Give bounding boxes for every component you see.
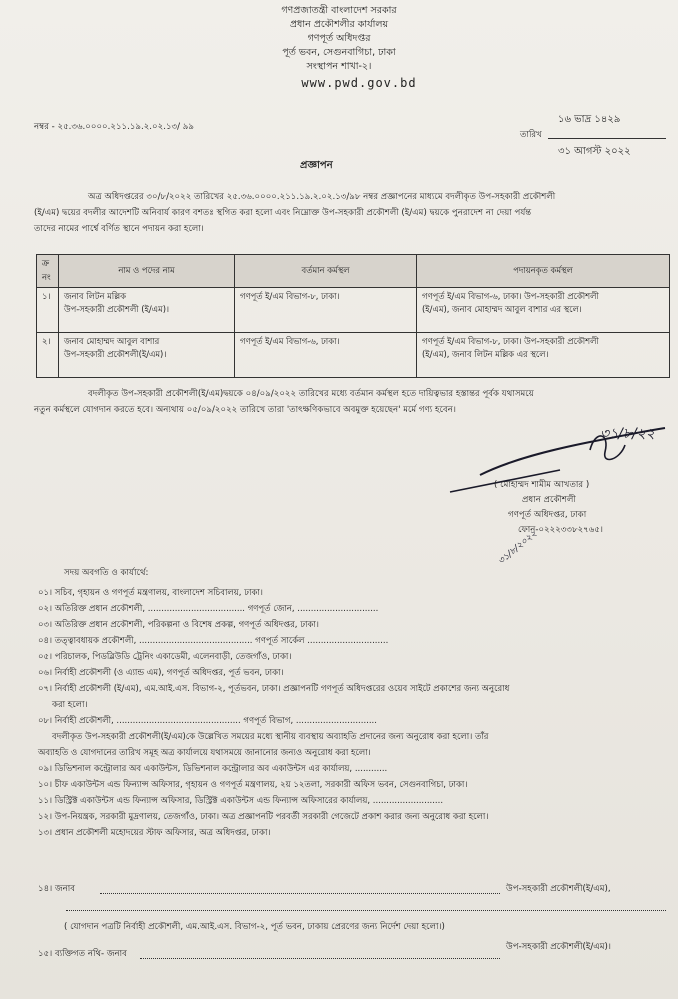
signatory-phone: ফোন-০২২২৩৩৮২৭৬৫।: [518, 525, 604, 535]
date-label: তারিখ: [520, 130, 542, 140]
list-item: ১৩। প্রধান প্রকৌশলী মহোদয়ের স্টাফ অফিসার, অত্র অধিদপ্তর, ঢাকা।: [38, 828, 271, 838]
header-section: সংস্থাপন শাখা-২।: [306, 61, 372, 72]
intro-line-1: অত্র অধিদপ্তরের ৩০/৮/২০২২ তারিখের ২৫.৩৬.০০০০.২১১.১৯.২.০২.১৩/৯৮ নম্বর প্রজ্ঞাপনের মাধ্যমে বদলীকৃত উপ-সহকারী প্রকৌশলী: [88, 192, 556, 202]
date-divider: [548, 138, 666, 139]
row-name: [59, 333, 235, 378]
item-15-blank: [140, 958, 500, 959]
item-15-prefix: ১৫। ব্যক্তিগত নথি- জনাব: [38, 949, 127, 959]
list-item: ১০। চীফ একাউন্টস এন্ড ফিন্যান্স অফিসার, গৃহায়ন ও গণপূর্ত মন্ত্রণালয়, ২য় ১২তলা, সরকারী অফিস ভবন, সেগুনবাগিচা, ঢাকা।: [38, 780, 468, 790]
col-header-name: নাম ও পদের নাম: [59, 255, 235, 288]
row-posted-line-2: (ই/এম), জনাব লিটন মল্লিক এর স্থলে।: [422, 349, 549, 359]
row-posted: [417, 288, 670, 333]
instruction-line-1: বদলীকৃত উপ-সহকারী প্রকৌশলী(ই/এম)দ্বয়কে ০৪/০৯/২০২২ তারিখের মধ্যে বর্তমান কর্মস্থল হতে দায়িত্বভার হস্তান্তর পূর্বক যথাসময়ে: [88, 389, 534, 399]
initial-date-mark: ৩১/৮/২০২২: [496, 528, 540, 567]
col-header-posted: পদায়নকৃত কর্মস্থল: [417, 255, 670, 288]
header-address: পূর্ত ভবন, সেগুনবাগিচা, ঢাকা: [282, 47, 396, 58]
row-posted-line-1: গণপূর্ত ই/এম বিভাগ-৬, ঢাকা। উপ-সহকারী প্রকৌশলী: [422, 291, 599, 301]
date-bangla: ১৬ ভাদ্র ১৪২৯: [558, 114, 621, 125]
date-english: ৩১ আগস্ট ২০২২: [558, 146, 631, 157]
header-department: গণপূর্ত অধিদপ্তর: [307, 33, 371, 44]
transfer-table: [36, 254, 670, 378]
distribution-heading: সদয় অবগতি ও কার্যার্থে:: [64, 568, 149, 578]
item-14-blank-2: [66, 910, 666, 911]
row-name: [59, 288, 235, 333]
list-item: ০২। অতিরিক্ত প্রধান প্রকৌশলী, .................................... গণপূর্ত জোন, ..............................: [38, 604, 379, 614]
row-name-line-2: উপ-সহকারী প্রকৌশলী (ই/এম)।: [64, 304, 169, 314]
header-gov-name: গণপ্রজাতন্ত্রী বাংলাদেশ সরকার: [281, 5, 397, 16]
item-14-prefix: ১৪। জনাব: [38, 884, 76, 894]
item-14-suffix: উপ-সহকারী প্রকৌশলী(ই/এম),: [506, 884, 611, 894]
list-item: ০৮। নির্বাহী প্রকৌশলী, .............................................. গণপূর্ত বিভাগ, ..............................: [38, 716, 377, 726]
col-header-current: বর্তমান কর্মস্থল: [235, 255, 417, 288]
header-office: প্রধান প্রকৌশলীর কার্যালয়: [289, 19, 389, 30]
list-item: ১২। উপ-নিয়ন্ত্রক, সরকারী মুদ্রণালয়, তেজগাঁও, ঢাকা। অত্র প্রজ্ঞাপনটি পরবর্তী সরকারী গেজেটে প্রকাশ করার জন্য অনুরোধ করা হলো।: [38, 812, 489, 822]
list-item: ০৬। নির্বাহী প্রকৌশলী (ও এ্যান্ড এম), গণপূর্ত অধিদপ্তর, পূর্ত ভবন, ঢাকা।: [38, 668, 284, 678]
header-website: www.pwd.gov.bd: [301, 76, 417, 90]
list-item: করা হলো।: [52, 700, 88, 710]
intro-line-3: তাদের নামের পার্শ্বে বর্ণিত স্থানে পদায়ন করা হলো।: [34, 224, 204, 234]
row-posted-line-2: (ই/এম), জনাব মোহাম্মদ আবুল বাশার এর স্থলে।: [422, 304, 582, 314]
row-posted-line-1: গণপূর্ত ই/এম বিভাগ-৮, ঢাকা। উপ-সহকারী প্রকৌশলী: [422, 336, 599, 346]
intro-line-2: (ই/এম) দ্বয়ের বদলীর আদেশটি অনিবার্য কারণ বশতঃ স্থগিত করা হলো এবং নিম্নোক্ত উপ-সহকারী প্রকৌশলী (ই/এম) দ্বয়কে পুনরাদেশ না দেয়া পর্যন্ত: [34, 208, 532, 218]
distribution-list: [38, 585, 509, 841]
list-item: ০৭। নির্বাহী প্রকৌশলী (ই/এম), এম.আই.এস. বিভাগ-২, পূর্তভবন, ঢাকা। প্রজ্ঞাপনটি গণপূর্ত অধিদপ্তরের ওয়েব সাইটে প্রকাশের জন্য অনুরোধ: [38, 684, 510, 694]
signatory-designation: প্রধান প্রকৌশলী: [522, 495, 576, 505]
list-item: ১১। ডিস্ট্রিক্ট একাউন্টস এন্ড ফিন্যান্স অফিসার, ডিস্ট্রিক্ট একাউন্টস এন্ড ফিন্যান্স অফিসারের কার্যালয়, ..........................: [38, 796, 444, 806]
row-current: গণপূর্ত ই/এম বিভাগ-৮, ঢাকা।: [235, 288, 417, 333]
item-14-blank: [100, 893, 500, 894]
row-name-line-1: জনাব লিটন মল্লিক: [64, 291, 126, 301]
list-item: ০৫। পরিচালক, পিডব্লিউডি ট্রেনিং একাডেমী, এলেনবাড়ী, তেজগাঁও, ঢাকা।: [38, 652, 292, 662]
item-14-note: ( যোগদান পত্রটি নির্বাহী প্রকৌশলী, এম.আই.এস. বিভাগ-২, পূর্ত ভবন, ঢাকায় প্রেরণের জন্য নির্দেশ দেয়া হলো।): [64, 922, 445, 932]
row-posted: [417, 333, 670, 378]
row-name-line-2: উপ-সহকারী প্রকৌশলী(ই/এম)।: [64, 349, 167, 359]
instruction-line-2: নতুন কর্মস্থলে যোগদান করতে হবে। অন্যথায় ০৫/০৯/২০২২ তারিখে তারা 'তাৎক্ষণিকভাবে অবমুক্ত হয়েছেন' মর্মে গণ্য হবেন।: [34, 405, 456, 415]
list-item: বদলীকৃত উপ-সহকারী প্রকৌশলী(ই/এম)কে উল্লেখিত সময়ের মধ্যে স্থানীয় ব্যবস্থায় অব্যাহতি প্রদানের জন্য অনুরোধ করা হলো। তাঁর: [52, 732, 489, 742]
page-title: প্রজ্ঞাপন: [300, 160, 333, 171]
table-row: [37, 288, 670, 333]
list-item: ০১। সচিব, গৃহায়ন ও গণপূর্ত মন্ত্রণালয়, বাংলাদেশ সচিবালয়, ঢাকা।: [38, 588, 263, 598]
memo-number: নম্বর - ২৫.৩৬.০০০০.২১১.১৯.২.০২.১৩/ ৯৯: [34, 122, 194, 132]
list-item: ০৯। ডিভিশনাল কন্ট্রোলার অব একাউন্টস, ডিভিশনাল কন্ট্রোলার অব একাউন্টস এর কার্যালয়, ............: [38, 764, 388, 774]
col-header-serial: ক্র নং: [37, 255, 59, 288]
item-15-suffix: উপ-সহকারী প্রকৌশলী(ই/এম)।: [506, 942, 611, 952]
table-row: [37, 333, 670, 378]
row-serial: ১।: [37, 288, 59, 333]
row-current: গণপূর্ত ই/এম বিভাগ-৬, ঢাকা।: [235, 333, 417, 378]
list-item: ০৪। তত্ত্বাবধায়ক প্রকৌশলী, .......................................... গণপূর্ত সার্কেল ..............................: [38, 636, 389, 646]
signatory-office: গণপূর্ত অধিদপ্তর, ঢাকা: [508, 510, 587, 520]
list-item: অব্যাহতি ও যোগদানের তারিখ সমূহ অত্র কার্যালয়ে যথাসময়ে জানানোর জন্যও অনুরোধ করা হলো।: [38, 748, 371, 758]
signature-date-mark: ৩১/৮/২২: [600, 426, 655, 442]
table-header-row: [37, 255, 670, 288]
signatory-name: ( মোহাম্মদ শামীম আখতার ): [494, 480, 590, 490]
row-name-line-1: জনাব মোহাম্মদ আবুল বাশার: [64, 336, 160, 346]
list-item: ০৩। অতিরিক্ত প্রধান প্রকৌশলী, পরিকল্পনা ও বিশেষ প্রকল্প, গণপূর্ত অধিদপ্তর, ঢাকা।: [38, 620, 319, 630]
row-serial: ২।: [37, 333, 59, 378]
